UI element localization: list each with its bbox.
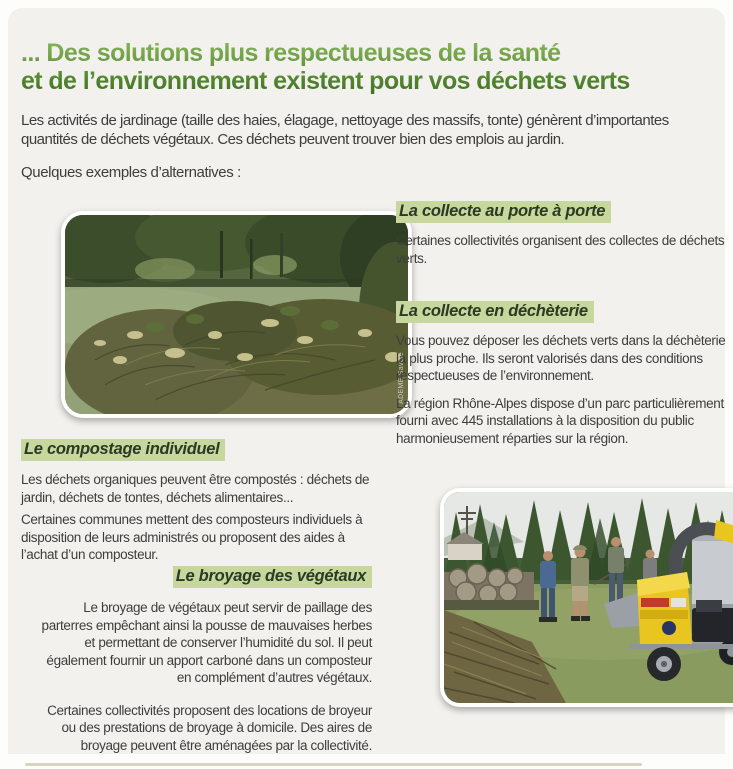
paragraph-broyage-1: Le broyage de végétaux peut servir de paillage des parterres empêchant ainsi la pousse de mauvaises herbes et permettant de conserver l’humidité du sol. Il peut également fournir un apport carboné dans un composteur en complément d’autres végétaux.: [41, 600, 372, 685]
paragraph-broyage-2: Certaines collectivités proposent des locations de broyeur ou des prestations de broyage à domicile. Des aires de broyage peuvent être aménagées par la collectivité.: [47, 702, 372, 753]
broyage-section: [38, 566, 372, 769]
page-title: [21, 39, 721, 95]
photo-credit: ADEME Savoie: [398, 352, 405, 404]
compost-section: [21, 439, 377, 569]
page-title-line1: ... Des solutions plus respectueuses de la santé: [21, 38, 561, 67]
intro-paragraph: Les activités de jardinage (taille des haies, élagage, nettoyage des massifs, tonte) génèrent d’importantes quantités de déchets végétaux. Ces déchets peuvent trouver bien des emplois au jardin.: [21, 112, 669, 148]
garden-waste-photo: [61, 211, 412, 418]
wood-chipper-photo-art: [444, 492, 733, 703]
paragraph-porte-a-porte: Certaines collectivités organisent des collectes de déchets verts.: [396, 233, 725, 266]
heading-collecte-decheterie: La collecte en déchèterie: [396, 301, 594, 323]
paragraph-compostage-1: Les déchets organiques peuvent être compostés : déchets de jardin, déchets de tontes, déchets alimentaires...: [21, 472, 370, 505]
wood-chipper-photo: [440, 488, 733, 707]
right-column: [396, 201, 728, 457]
examples-label: Quelques exemples d’alternatives :: [21, 164, 241, 181]
garden-waste-photo-art: [65, 215, 408, 414]
heading-collecte-porte-a-porte: La collecte au porte à porte: [396, 201, 611, 223]
heading-broyage: Le broyage des végétaux: [173, 566, 372, 588]
page-title-line2: et de l’environnement existent pour vos déchets verts: [21, 66, 630, 95]
page-bottom-edge: [25, 763, 642, 766]
paragraph-compostage-2: Certaines communes mettent des composteurs individuels à disposition de leurs administrés ou proposent des aides à l’achat d’un composteur.: [21, 512, 363, 562]
paragraph-decheterie-1: Vous pouvez déposer les déchets verts dans la déchèterie la plus proche. Ils seront valorisés dans des conditions respectueuses de l’environnement.: [396, 333, 726, 383]
heading-compostage: Le compostage individuel: [21, 439, 225, 461]
paragraph-decheterie-2: La région Rhône-Alpes dispose d’un parc particulièrement fourni avec 445 installations à la disposition du public harmonieusement réparties sur la région.: [396, 395, 724, 446]
